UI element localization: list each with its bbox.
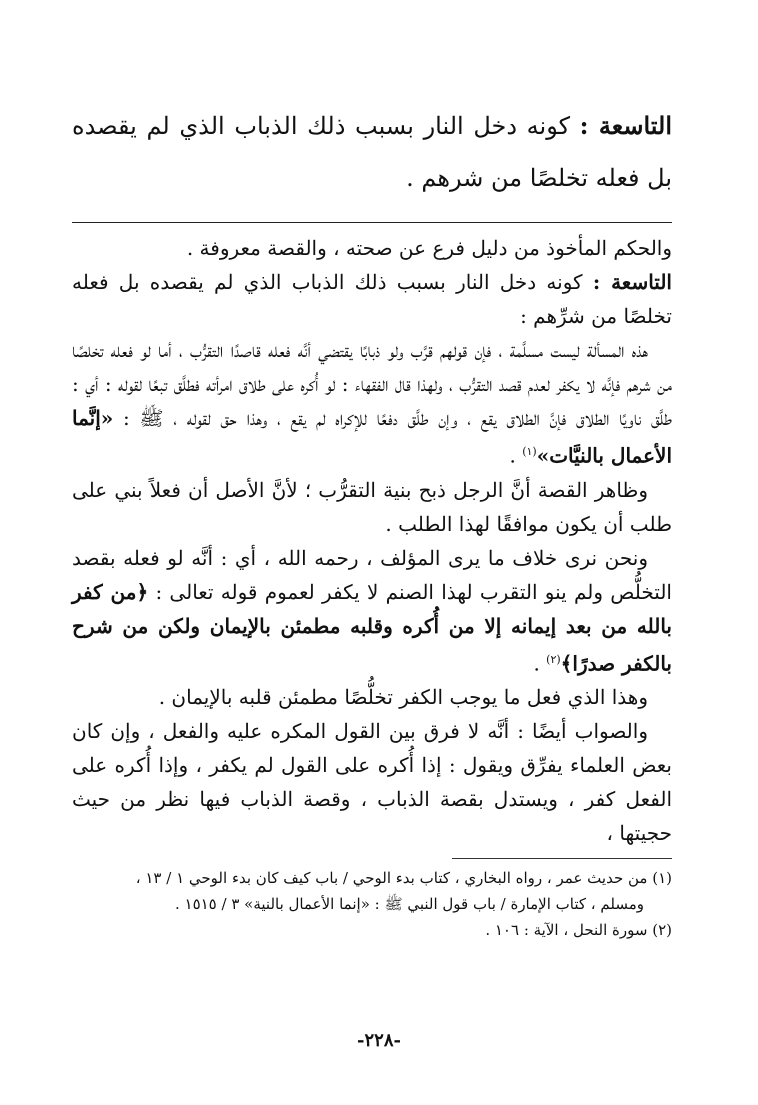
hadith-quote: «إنَّما الأعمال بالنيَّات»: [72, 406, 672, 468]
paragraph-6: وهذا الذي فعل ما يوجب الكفر تخلُّصًا مطمئن قلبه بالإيمان .: [158, 685, 648, 710]
top-divider: [72, 222, 672, 223]
footnote-divider: [452, 858, 672, 859]
paragraph-5-text: ونحن نرى خلاف ما يرى المؤلف ، رحمه الله ، أي : أنَّه لو فعله بقصد التخلُّص ولم ينو التقرب لهذا الصنم لا يكفر لعموم قوله تعالى :: [72, 545, 672, 604]
paragraph-2: [72, 265, 672, 333]
paragraph-2-text: كونه دخل النار بسبب ذلك الذباب الذي لم يقصده بل فعله تخلصًا من شرِّهم :: [72, 270, 672, 328]
header-quote-lead: التاسعة :: [579, 111, 672, 140]
paragraph-7: والصواب أيضًا : أنَّه لا فرق بين القول المكره عليه والفعل ، وإن كان بعض العلماء يفرِّق ويقول : إذا أُكره على القول لم يكفر ، وإذا أُكره على الفعل كفر ، ويستدل بقصة الذباب ، وقصة الذباب فيها نظر من حيث حجيتها ،: [72, 719, 672, 846]
footnote-2: (٢) سورة النحل ، الآية : ١٠٦ .: [485, 921, 672, 940]
paragraph-1: والحكم المأخوذ من دليل فرع عن صحته ، والقصة معروفة .: [186, 236, 672, 260]
paragraph-4: وظاهر القصة أنَّ الرجل ذبح بنية التقرُّب ؛ لأنَّ الأصل أن فعلاً بني على طلب أن يكون موافقًا لهذا الطلب .: [72, 477, 672, 536]
paragraph-2-lead: التاسعة :: [592, 270, 672, 294]
paragraph-3-end: .: [509, 443, 523, 468]
paragraph-5-end: .: [533, 651, 547, 676]
paragraph-5: [72, 541, 672, 681]
paragraph-3-text: هذه المسألة ليست مسلَّمة ، فإن قولهم قرَّب ولو ذبابًا يقتضي أنَّه فعله قاصدًا التقرُّب ، أما لو فعله تخلصًا من شرهم فإنَّه لا يكفر لعدم قصد التقرُّب ، ولهذا قال الفقهاء : لو أُكره على طلاق امرأته فطلَّق تبعًا لقوله : أي : طلَّق ناويًا الطلاق فإنَّ الطلاق يقع ، وإن طلَّق دفعًا للإكراه لم يقع ، وهذا حق لقوله ، ﷺ :: [72, 338, 672, 430]
quran-verse: ﴿من كفر بالله من بعد إيمانه إلا من أُكره وقلبه مطمئن بالإيمان ولكن من شرح بالكفر صدرًا﴾: [72, 579, 672, 676]
footnote-1-line-1: (١) من حديث عمر ، رواه البخاري ، كتاب بدء الوحي / باب كيف كان بدء الوحي ١ / ١٣ ،: [135, 869, 672, 888]
footnotes: [72, 865, 672, 943]
page-number: -٢٢٨-: [357, 1030, 401, 1051]
header-quote: [72, 100, 672, 204]
footnote-1-line-2: ومسلم ، كتاب الإمارة / باب قول النبي ﷺ : «إنما الأعمال بالنية» ٣ / ١٥١٥ .: [174, 895, 644, 914]
page: [72, 100, 672, 943]
footnote-ref-1[interactable]: (١): [522, 445, 537, 458]
paragraph-3: [72, 333, 672, 473]
header-quote-text: كونه دخل النار بسبب ذلك الذباب الذي لم يقصده بل فعله تخلصًا من شرهم .: [72, 112, 672, 192]
footnote-ref-2[interactable]: (٢): [546, 652, 561, 666]
body-text: [72, 231, 672, 850]
